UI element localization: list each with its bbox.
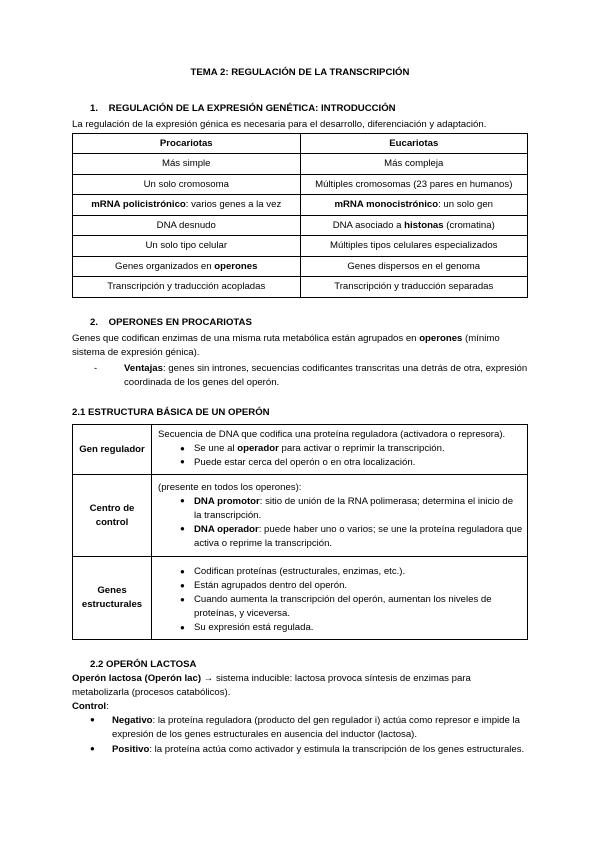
comparison-row xyxy=(73,277,528,298)
control-list xyxy=(72,714,528,759)
centro-control-bullet-2 xyxy=(182,523,523,551)
ventajas-text: : genes sin intrones, secuencias codificantes transcritas una detrás de otra, expresión coordinada de los genes del operón. xyxy=(124,363,528,389)
operon-structure-table xyxy=(72,424,528,640)
genes-estructurales-bullet-1: ● Codifican proteínas (estructurales, enzimas, etc.). xyxy=(182,565,523,579)
cell-text: DNA asociado a histonas (cromatina) xyxy=(332,219,495,231)
gen-regulador-bullet-2: ● Puede estar cerca del operón o en otra localización. xyxy=(182,456,523,470)
cell-procariotas xyxy=(73,215,301,236)
genes-estructurales-bullet-3: ● Cuando aumenta la transcripción del operón, aumentan los niveles de proteínas, y viceversa. xyxy=(182,593,523,621)
control-heading xyxy=(72,700,528,714)
cell-eucariotas xyxy=(300,174,528,195)
section2-heading xyxy=(90,316,528,330)
section2-intro xyxy=(72,332,528,360)
cell-eucariotas xyxy=(300,154,528,175)
comparison-body xyxy=(73,154,528,298)
comparison-row xyxy=(73,154,528,175)
section1-heading xyxy=(90,102,528,116)
cell-text: Genes dispersos en el genoma xyxy=(347,260,481,272)
control-colon: : xyxy=(106,700,109,712)
gen-regulador-bullet-1 xyxy=(182,442,523,456)
comparison-row xyxy=(73,174,528,195)
centro-control-b2-c: : puede haber uno o varios; se une la proteína reguladora que activa o reprime la transcripción. xyxy=(194,523,523,549)
gen-regulador-desc: Secuencia de DNA que codifica una proteína reguladora (activadora o represora). xyxy=(158,429,506,441)
cell-eucariotas xyxy=(300,215,528,236)
row-centro-control xyxy=(73,474,528,557)
control-positivo xyxy=(88,743,528,758)
section22-heading: 2.2 OPERÓN LACTOSA xyxy=(90,658,197,670)
cell-procariotas xyxy=(73,174,301,195)
cell-text: Un solo cromosoma xyxy=(143,178,229,190)
cell-eucariotas xyxy=(300,256,528,277)
cell-eucariotas xyxy=(300,195,528,216)
cell-text: Un solo tipo celular xyxy=(145,240,228,252)
cell-procariotas xyxy=(73,195,301,216)
cell-bold-term: mRNA policistrónico xyxy=(91,199,186,211)
centro-control-b1-c: : sitio de unión de la RNA polimerasa; determina el inicio de la transcripción. xyxy=(194,495,514,521)
genes-estructurales-bullets xyxy=(158,565,523,635)
label-genes-estructurales: Genes estructurales xyxy=(73,557,152,640)
positivo-label: Positivo xyxy=(112,744,150,756)
section21-heading: 2.1 ESTRUCTURA BÁSICA DE UN OPERÓN xyxy=(72,407,270,419)
row-genes-estructurales xyxy=(73,557,528,640)
row-gen-regulador xyxy=(73,425,528,475)
negativo-text: : la proteína reguladora (producto del gen regulador i) actúa como represor e impide la expresión de los genes estructurales en ausencia del inductor (lactosa). xyxy=(112,714,520,741)
genes-estructurales-bullet-4: ● Su expresión está regulada. xyxy=(182,621,523,635)
cell-text: Transcripción y traducción separadas xyxy=(334,281,494,293)
control-negativo xyxy=(88,714,528,744)
cell-procariotas xyxy=(73,277,301,298)
cell-eucariotas xyxy=(300,277,528,298)
section2-title: OPERONES EN PROCARIOTAS xyxy=(108,316,252,328)
cell-procariotas xyxy=(73,256,301,277)
label-centro-control: Centro de control xyxy=(73,474,152,557)
desc-genes-estructurales xyxy=(152,557,528,640)
cell-eucariotas xyxy=(300,236,528,257)
gen-regulador-b1-b: operador xyxy=(237,443,279,455)
section1-title: REGULACIÓN DE LA EXPRESIÓN GENÉTICA: INTRODUCCIÓN xyxy=(108,102,396,114)
operon-lac-text: → sistema inducible: lactosa provoca síntesis de enzimas para metabolizarla (procesos catabólicos). xyxy=(72,672,471,698)
comparison-header-row xyxy=(73,133,528,154)
positivo-text: : la proteína actúa como activador y estimula la transcripción de los genes estructurales. xyxy=(149,744,525,756)
centro-control-b1-b: DNA promotor xyxy=(194,495,260,507)
centro-control-b2-b: DNA operador xyxy=(194,523,259,535)
section2-number: 2. xyxy=(90,316,99,328)
ventajas-list xyxy=(88,362,528,390)
cell-procariotas xyxy=(73,236,301,257)
cell-text: Más compleja xyxy=(384,158,444,170)
gen-regulador-b1-c: para activar o reprimir la transcripción. xyxy=(278,443,445,455)
comparison-table xyxy=(72,133,528,298)
gen-regulador-bullets xyxy=(158,442,523,470)
document-title: TEMA 2: REGULACIÓN DE LA TRANSCRIPCIÓN xyxy=(190,67,410,78)
section2-intro-c: (mínimo sistema de expresión génica). xyxy=(72,332,500,358)
control-label: Control xyxy=(72,700,107,712)
ventajas-item xyxy=(88,362,528,390)
label-gen-regulador: Gen regulador xyxy=(73,425,152,475)
section2-intro-a: Genes que codifican enzimas de una misma ruta metabólica están agrupados en xyxy=(72,332,420,344)
comparison-row xyxy=(73,256,528,277)
ventajas-label: Ventajas xyxy=(124,363,163,375)
header-eucariotas: Eucariotas xyxy=(300,133,528,154)
cell-text: : un solo gen xyxy=(438,199,494,211)
genes-estructurales-bullet-2: ● Están agrupados dentro del operón. xyxy=(182,579,523,593)
cell-bold-term: mRNA monocistrónico xyxy=(334,199,439,211)
centro-control-desc: (presente en todos los operones): xyxy=(158,481,302,493)
cell-text: Múltiples tipos celulares especializados xyxy=(330,240,498,252)
desc-gen-regulador xyxy=(152,425,528,475)
centro-control-bullets xyxy=(158,495,523,551)
operon-lac-label: Operón lactosa (Operón lac) xyxy=(72,672,202,684)
centro-control-bullet-1 xyxy=(182,495,523,523)
cell-text: DNA desnudo xyxy=(156,219,216,231)
cell-procariotas xyxy=(73,154,301,175)
cell-text: Múltiples cromosomas (23 pares en humanos) xyxy=(315,178,513,190)
cell-text: Más simple xyxy=(161,158,211,170)
comparison-row xyxy=(73,215,528,236)
cell-text: Genes organizados en operones xyxy=(115,260,258,272)
cell-text: : varios genes a la vez xyxy=(185,199,282,211)
negativo-label: Negativo xyxy=(112,714,153,726)
cell-text: Transcripción y traducción acopladas xyxy=(107,281,266,293)
section22-intro xyxy=(72,672,528,700)
document-page xyxy=(72,66,528,758)
gen-regulador-b1-a: Se une al xyxy=(194,443,238,455)
desc-centro-control xyxy=(152,474,528,557)
comparison-row xyxy=(73,195,528,216)
comparison-row xyxy=(73,236,528,257)
section2-intro-operones: operones xyxy=(419,332,463,344)
section1-intro: La regulación de la expresión génica es necesaria para el desarrollo, diferenciación y adaptación. xyxy=(72,118,487,130)
section1-number: 1. xyxy=(90,102,99,114)
header-procariotas: Procariotas xyxy=(73,133,301,154)
